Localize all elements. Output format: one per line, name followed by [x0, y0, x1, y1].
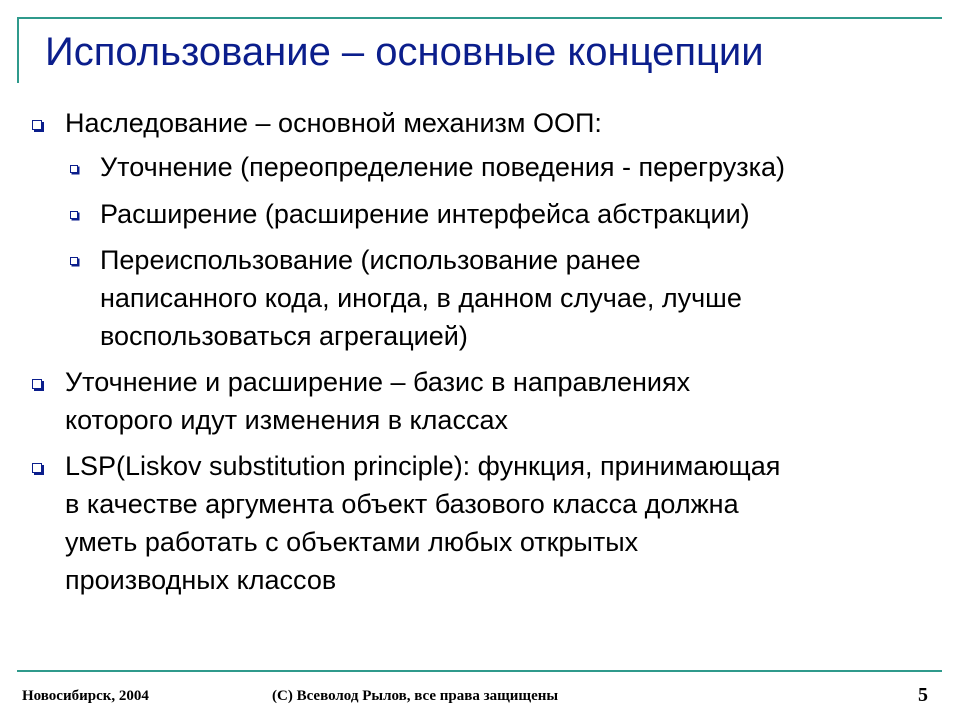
bullet-line: Уточнение и расширение – базис в направлениях [65, 367, 691, 397]
page-number: 5 [918, 684, 928, 706]
bullet-item [65, 363, 690, 439]
sub-bullet-square-icon [70, 211, 78, 219]
sub-bullet-square-icon [70, 257, 78, 265]
sub-bullet-item [100, 195, 750, 233]
bullet-line: Наследование – основной механизм ООП: [65, 108, 602, 138]
bullet-line: LSP(Liskov substitution principle): функция, принимающая [65, 451, 781, 481]
sub-bullet-line: Уточнение (переопределение поведения - перегрузка) [100, 152, 786, 182]
sub-bullet-square-icon [70, 165, 78, 173]
bullet-line: производных классов [65, 565, 337, 595]
bullet-square-icon [32, 379, 42, 389]
sub-bullet-item [100, 148, 785, 186]
bullet-square-icon [32, 120, 42, 130]
slide-title: Использование – основные концепции [45, 30, 764, 74]
bullet-line: которого идут изменения в классах [65, 405, 508, 435]
footer-copyright: (C) Всеволод Рылов, все права защищены [272, 688, 559, 704]
sub-bullet-item [100, 241, 742, 355]
sub-bullet-line: Расширение (расширение интерфейса абстракции) [100, 199, 750, 229]
footer-rule [17, 670, 942, 672]
bullet-line: в качестве аргумента объект базового класса должна [65, 489, 739, 519]
bullet-item [65, 104, 602, 142]
sub-bullet-line: воспользоваться агрегацией) [100, 321, 468, 351]
sub-bullet-line: написанного кода, иногда, в данном случае, лучше [100, 283, 742, 313]
sub-bullet-line: Переиспользование (использование ранее [100, 245, 641, 275]
bullet-line: уметь работать с объектами любых открытых [65, 527, 639, 557]
footer-city-year: Новосибирск, 2004 [22, 688, 149, 704]
bullet-square-icon [32, 463, 42, 473]
bullet-item [65, 447, 780, 599]
